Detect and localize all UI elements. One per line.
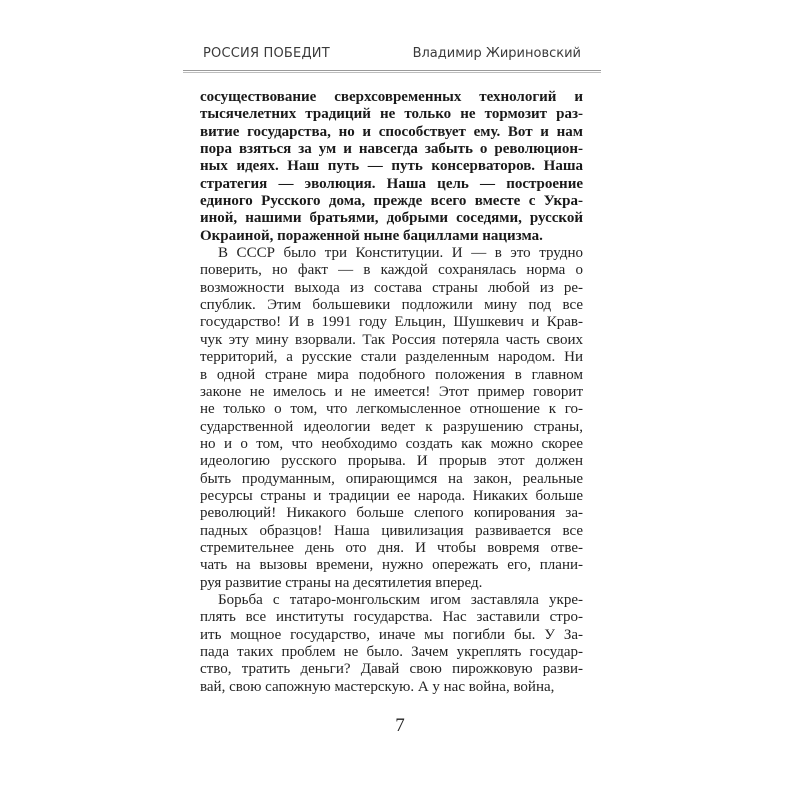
author-name: Владимир Жириновский [412, 46, 581, 61]
text-line: вай, свою сапожную мастерскую. А у нас война, война, [200, 678, 555, 695]
text-line: витие государства, но и способствует ему. Вот и нам [200, 123, 583, 140]
text-line: В СССР было три Конституции. И — в это трудно [218, 245, 583, 262]
bold-paragraph [200, 89, 583, 245]
text-line: государство! И в 1991 году Ельцин, Шушкевич и Крав- [200, 314, 583, 331]
text-line: не только о том, что легкомысленное отношение к го- [200, 401, 583, 418]
text-line: поверить, но факт — в каждой сохранялась норма о [200, 262, 583, 279]
text-line: территорий, а русские стали разделенным народом. Ни [200, 349, 583, 366]
text-line: единого Русского дома, прежде всего вместе с Укра- [200, 193, 583, 210]
page-number: 7 [395, 715, 405, 736]
paragraph [200, 245, 583, 592]
text-line: быть продуманным, опирающимся на закон, реальные [200, 470, 583, 487]
text-line: пора взяться за ум и навсегда забыть о революцион- [200, 141, 583, 158]
text-line: чать на вызовы времени, нужно опережать его, плани- [200, 557, 583, 574]
text-line: спублик. Этим большевики подложили мину под все [200, 297, 583, 314]
paragraph [200, 592, 583, 696]
text-line: сосуществование сверхсовременных технологий и [200, 89, 583, 105]
text-line: иной, нашими братьями, добрыми соседями, русской [200, 210, 583, 227]
text-line: плять все институты государства. Нас заставили стро- [200, 609, 583, 626]
text-line: законе не имелось и не имеется! Этот пример говорит [200, 383, 583, 400]
text-line: но и о том, что необходимо создать как можно скорее [200, 435, 583, 452]
text-line: ресурсы страны и традиции ее народа. Никаких больше [200, 487, 583, 504]
text-line: тысячелетних традиций не только не тормозит раз- [200, 106, 583, 123]
text-line: стратегия — эволюция. Наша цель — построение [200, 175, 583, 192]
text-line: ить мощное государство, иначе мы погибли бы. У За- [200, 626, 583, 643]
text-line: падных образцов! Наша цивилизация развивается все [200, 522, 583, 539]
text-line: Окраиной, пораженной ныне бациллами нацизма. [200, 227, 543, 244]
running-header [183, 46, 601, 66]
text-line: сударственной идеологии ведет к разрушению страны, [200, 418, 583, 435]
text-line: ных идеях. Наш путь — путь консерваторов. Наша [200, 158, 583, 175]
text-line: ство, тратить деньги? Давай свою пирожковую разви- [200, 661, 583, 678]
book-title: РОССИЯ ПОБЕДИТ [203, 46, 330, 61]
text-line: чук эту мину взорвали. Так Россия потеряла часть своих [200, 331, 583, 348]
text-line: пада таких проблем не было. Зачем укреплять государ- [200, 644, 583, 660]
page-body [200, 89, 583, 696]
text-line: Борьба с татаро-монгольским игом заставляла укре- [218, 591, 583, 608]
header-rule [183, 70, 601, 73]
text-line: революций! Никакого больше слепого копирования за- [200, 505, 583, 522]
text-line: руя развитие страны на десятилетия вперед. [200, 574, 483, 591]
text-line: возможности выхода из состава страны любой из ре- [200, 279, 583, 296]
text-line: стремительнее день ото дня. И чтобы вовремя отве- [200, 539, 583, 556]
text-line: в одной стране мира подобного положения в главном [200, 366, 583, 383]
text-line: идеологию русского прорыва. И прорыв этот должен [200, 453, 583, 470]
